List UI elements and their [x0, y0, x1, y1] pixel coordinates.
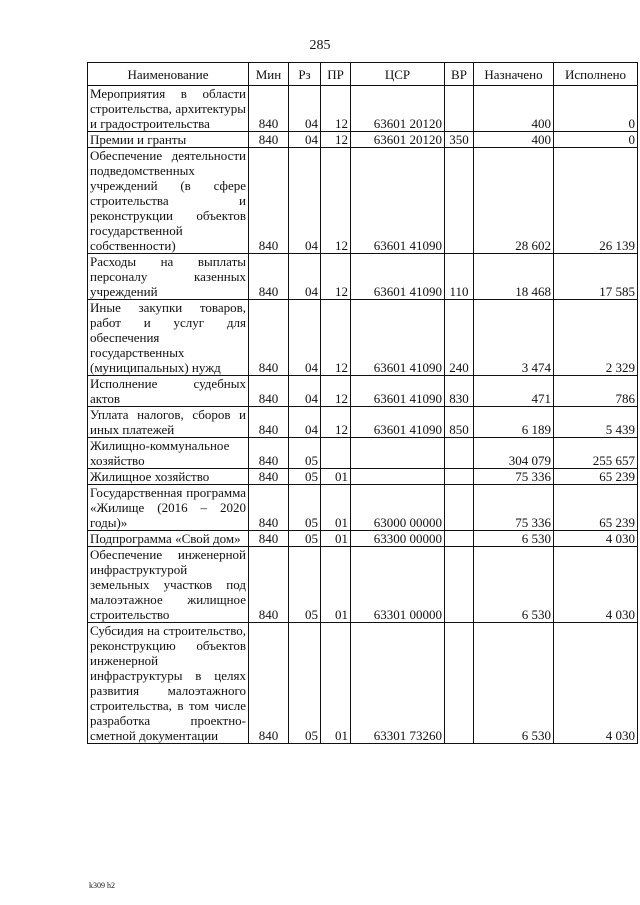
table-row: [88, 531, 638, 547]
table-row: [88, 407, 638, 438]
table-row: [88, 623, 638, 744]
row-pr: 01: [321, 485, 351, 531]
row-vr: [445, 438, 474, 469]
row-rz: 04: [289, 148, 321, 254]
row-pr: 12: [321, 86, 351, 132]
budget-table: [87, 62, 638, 744]
table-header-row: [88, 63, 638, 86]
row-pr: 12: [321, 376, 351, 407]
row-assigned: 6 530: [474, 531, 554, 547]
row-csr: [351, 438, 445, 469]
row-csr: 63300 00000: [351, 531, 445, 547]
row-executed: 0: [554, 86, 638, 132]
row-executed: 255 657: [554, 438, 638, 469]
row-executed: 26 139: [554, 148, 638, 254]
row-csr: 63601 41090: [351, 148, 445, 254]
row-assigned: 6 530: [474, 623, 554, 744]
row-assigned: 6 189: [474, 407, 554, 438]
row-executed: 5 439: [554, 407, 638, 438]
header-min: Мин: [249, 63, 289, 86]
row-name: Жилищное хозяйство: [88, 469, 249, 485]
row-csr: 63601 41090: [351, 300, 445, 376]
row-pr: 01: [321, 623, 351, 744]
row-name: Субсидия на строительство, реконструкцию объектов инженерной инфраструктуры в целях развития малоэтажного строительства, в том числе разработка проектно-сметной документации: [88, 623, 249, 744]
header-name: Наименование: [88, 63, 249, 86]
row-name: Премии и гранты: [88, 132, 249, 148]
row-pr: 01: [321, 469, 351, 485]
table-row: [88, 132, 638, 148]
header-vr: ВР: [445, 63, 474, 86]
row-vr: 240: [445, 300, 474, 376]
row-csr: 63601 20120: [351, 132, 445, 148]
row-executed: 2 329: [554, 300, 638, 376]
footer-code: k309 h2: [89, 881, 115, 890]
row-rz: 05: [289, 438, 321, 469]
row-rz: 04: [289, 407, 321, 438]
row-min: 840: [249, 148, 289, 254]
row-executed: 0: [554, 132, 638, 148]
header-assigned: Назначено: [474, 63, 554, 86]
row-csr: 63601 41090: [351, 407, 445, 438]
row-rz: 04: [289, 300, 321, 376]
row-pr: 01: [321, 531, 351, 547]
row-executed: 65 239: [554, 485, 638, 531]
row-csr: 63601 20120: [351, 86, 445, 132]
row-name: Уплата налогов, сборов и иных платежей: [88, 407, 249, 438]
row-rz: 05: [289, 485, 321, 531]
row-rz: 05: [289, 531, 321, 547]
row-csr: 63000 00000: [351, 485, 445, 531]
row-vr: [445, 623, 474, 744]
table-row: [88, 148, 638, 254]
table-row: [88, 86, 638, 132]
row-assigned: 3 474: [474, 300, 554, 376]
row-min: 840: [249, 254, 289, 300]
header-rz: Рз: [289, 63, 321, 86]
row-vr: [445, 547, 474, 623]
row-rz: 05: [289, 623, 321, 744]
row-assigned: 75 336: [474, 469, 554, 485]
row-name: Иные закупки товаров, работ и услуг для обеспечения государственных (муниципальных) нужд: [88, 300, 249, 376]
row-min: 840: [249, 376, 289, 407]
row-name: Обеспечение деятельности подведомственных учреждений (в сфере строительства и реконструкции объектов государственной собственности): [88, 148, 249, 254]
row-name: Государственная программа «Жилище (2016 – 2020 годы)»: [88, 485, 249, 531]
row-executed: 4 030: [554, 547, 638, 623]
table-row: [88, 547, 638, 623]
row-rz: 04: [289, 86, 321, 132]
row-vr: 850: [445, 407, 474, 438]
row-vr: [445, 148, 474, 254]
row-name: Расходы на выплаты персоналу казенных учреждений: [88, 254, 249, 300]
row-min: 840: [249, 132, 289, 148]
row-name: Мероприятия в области строительства, архитектуры и градостроительства: [88, 86, 249, 132]
row-vr: 830: [445, 376, 474, 407]
row-min: 840: [249, 547, 289, 623]
header-executed: Исполнено: [554, 63, 638, 86]
row-pr: 12: [321, 132, 351, 148]
table-row: [88, 469, 638, 485]
table-row: [88, 485, 638, 531]
row-name: Исполнение судебных актов: [88, 376, 249, 407]
row-pr: [321, 438, 351, 469]
row-rz: 05: [289, 547, 321, 623]
row-csr: [351, 469, 445, 485]
row-rz: 04: [289, 132, 321, 148]
table-row: [88, 300, 638, 376]
row-pr: 01: [321, 547, 351, 623]
row-pr: 12: [321, 254, 351, 300]
row-pr: 12: [321, 148, 351, 254]
page-number: 285: [309, 38, 331, 53]
row-vr: [445, 485, 474, 531]
row-min: 840: [249, 531, 289, 547]
row-executed: 4 030: [554, 531, 638, 547]
row-name: Жилищно-коммунальное хозяйство: [88, 438, 249, 469]
row-executed: 65 239: [554, 469, 638, 485]
row-rz: 04: [289, 376, 321, 407]
row-name: Обеспечение инженерной инфраструктурой земельных участков под малоэтажное жилищное строительство: [88, 547, 249, 623]
row-vr: 110: [445, 254, 474, 300]
row-assigned: 6 530: [474, 547, 554, 623]
row-csr: 63301 00000: [351, 547, 445, 623]
row-vr: [445, 86, 474, 132]
row-executed: 786: [554, 376, 638, 407]
row-vr: 350: [445, 132, 474, 148]
row-csr: 63301 73260: [351, 623, 445, 744]
row-rz: 04: [289, 254, 321, 300]
row-assigned: 75 336: [474, 485, 554, 531]
header-csr: ЦСР: [351, 63, 445, 86]
row-vr: [445, 531, 474, 547]
table-row: [88, 376, 638, 407]
row-assigned: 28 602: [474, 148, 554, 254]
row-min: 840: [249, 623, 289, 744]
table-row: [88, 254, 638, 300]
table-row: [88, 438, 638, 469]
row-assigned: 304 079: [474, 438, 554, 469]
row-assigned: 471: [474, 376, 554, 407]
row-assigned: 400: [474, 86, 554, 132]
row-min: 840: [249, 438, 289, 469]
row-vr: [445, 469, 474, 485]
row-pr: 12: [321, 407, 351, 438]
row-min: 840: [249, 86, 289, 132]
row-csr: 63601 41090: [351, 254, 445, 300]
row-rz: 05: [289, 469, 321, 485]
row-min: 840: [249, 300, 289, 376]
row-assigned: 400: [474, 132, 554, 148]
row-min: 840: [249, 469, 289, 485]
row-name: Подпрограмма «Свой дом»: [88, 531, 249, 547]
row-min: 840: [249, 407, 289, 438]
row-pr: 12: [321, 300, 351, 376]
header-pr: ПР: [321, 63, 351, 86]
row-assigned: 18 468: [474, 254, 554, 300]
row-executed: 4 030: [554, 623, 638, 744]
row-min: 840: [249, 485, 289, 531]
row-executed: 17 585: [554, 254, 638, 300]
row-csr: 63601 41090: [351, 376, 445, 407]
